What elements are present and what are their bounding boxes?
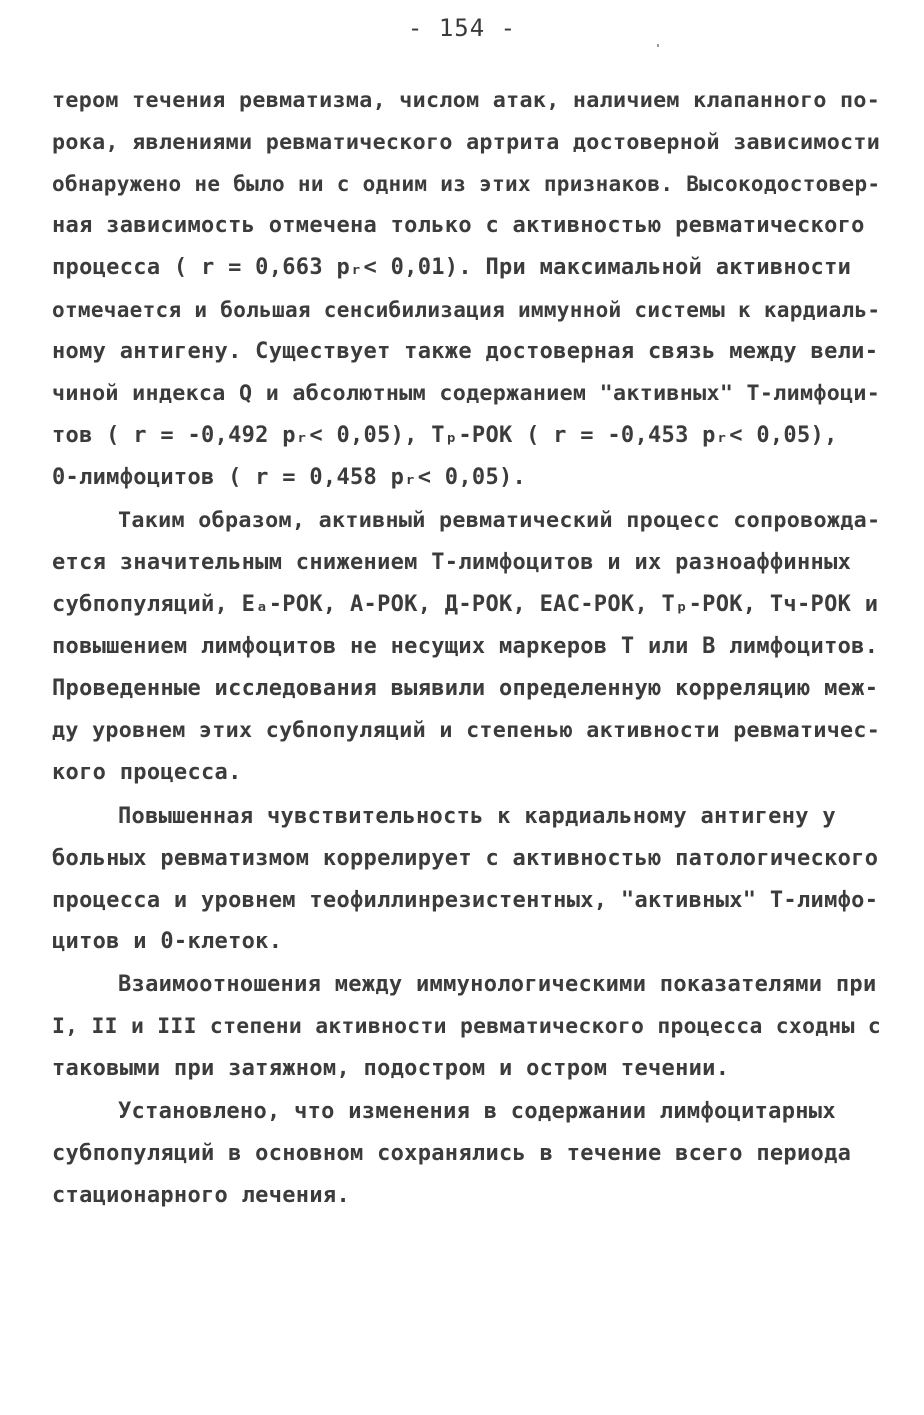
- text-line: отмечается и большая сенсибилизация иммунной системы к кардиаль-: [52, 297, 881, 322]
- text-line: субпопуляций в основном сохранялись в течение всего периода: [52, 1141, 852, 1166]
- text-line: повышением лимфоцитов не несущих маркеров Т или В лимфоцитов.: [52, 634, 879, 659]
- text-line: стационарного лечения.: [52, 1183, 350, 1208]
- text-line: 0-лимфоцитов ( r = 0,458 pᵣ< 0,05).: [52, 465, 527, 490]
- text-line: тером течения ревматизма, числом атак, наличием клапанного по-: [52, 88, 881, 113]
- text-line: рока, явлениями ревматического артрита достоверной зависимости: [52, 130, 881, 155]
- text-line: чиной индекса Q и абсолютным содержанием "активных" Т-лимфоци-: [52, 381, 881, 406]
- text-line: ная зависимость отмечена только с активностью ревматического: [52, 213, 865, 238]
- text-line: Проведенные исследования выявили определенную корреляцию меж-: [52, 676, 879, 701]
- text-line: процесса ( r = 0,663 pᵣ< 0,01). При максимальной активности: [52, 255, 852, 280]
- text-line: Установлено, что изменения в содержании лимфоцитарных: [118, 1099, 836, 1124]
- text-line: ному антигену. Существует также достоверная связь между вели-: [52, 339, 879, 364]
- scan-speck: [657, 44, 659, 47]
- text-line: ду уровнем этих субпопуляций и степенью активности ревматичес-: [52, 718, 881, 743]
- text-line: процесса и уровнем теофиллинрезистентных, "активных" Т-лимфо-: [52, 888, 879, 913]
- text-line: Таким образом, активный ревматический процесс сопровожда-: [118, 508, 881, 533]
- text-line: Повышенная чувствительность к кардиальному антигену у: [118, 804, 836, 829]
- text-line: обнаружено не было ни с одним из этих признаков. Высокодостовер-: [52, 171, 881, 196]
- text-line: ется значительным снижением Т-лимфоцитов и их разноаффинных: [52, 550, 852, 575]
- text-line: Взаимоотношения между иммунологическими показателями при: [118, 972, 877, 997]
- text-line: таковыми при затяжном, подостром и остром течении.: [52, 1056, 730, 1081]
- page-number: - 154 -: [407, 14, 517, 42]
- text-line: цитов и 0-клеток.: [52, 929, 283, 954]
- text-line: субпопуляций, Eₐ-РОК, А-РОК, Д-РОК, ЕАС-РОК, Tₚ-РОК, Tч-РОК и: [52, 592, 879, 617]
- text-line: тов ( r = -0,492 pᵣ< 0,05), Tₚ-РОК ( r = -0,453 pᵣ< 0,05),: [52, 423, 838, 448]
- text-line: больных ревматизмом коррелирует с активностью патологического: [52, 846, 879, 871]
- text-line: кого процесса.: [52, 760, 242, 785]
- text-line: I, II и III степени активности ревматического процесса сходны с: [52, 1014, 882, 1039]
